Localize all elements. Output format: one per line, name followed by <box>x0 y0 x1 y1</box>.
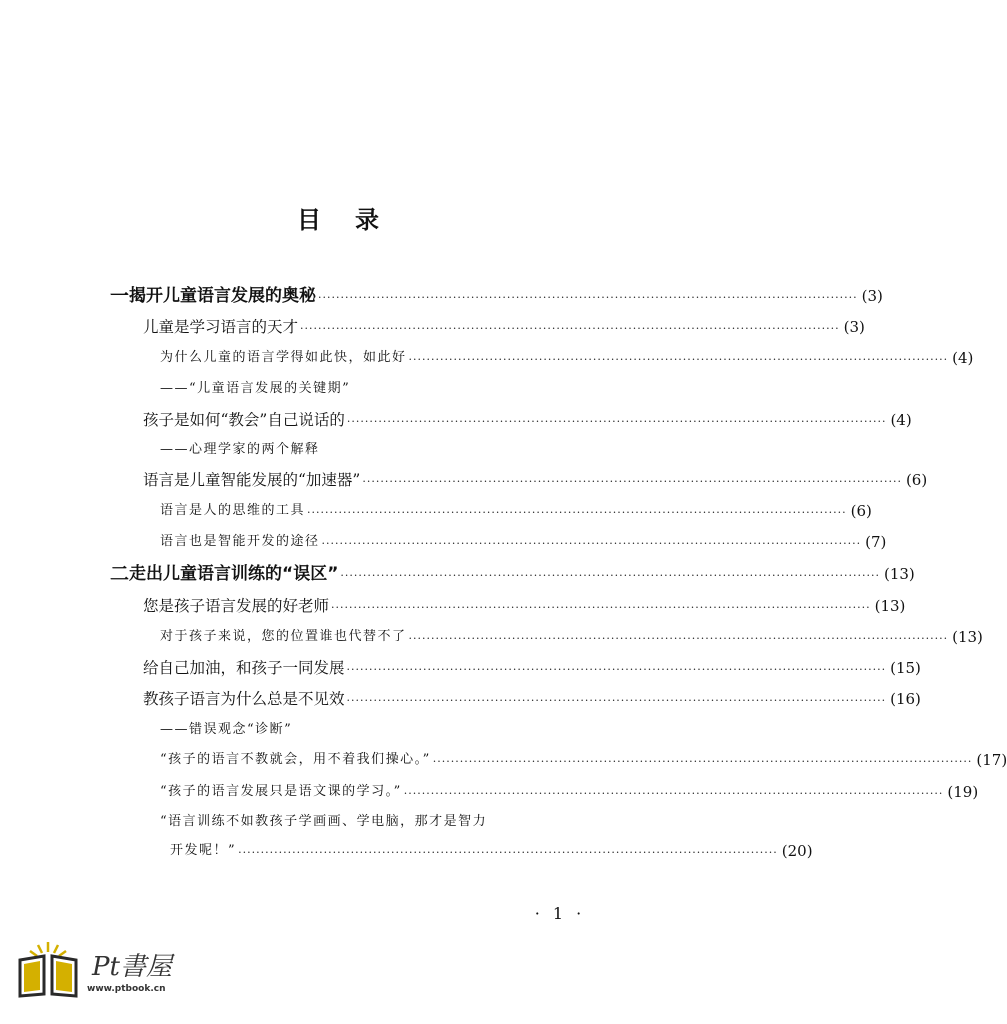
toc-page-number: (3) <box>861 287 883 305</box>
toc-entry <box>143 466 928 494</box>
leader-dots: ························································································································ <box>346 663 887 676</box>
watermark-logo <box>12 938 192 998</box>
toc-entry <box>110 560 915 588</box>
toc-entry-title: 语言也是智能开发的途径 <box>160 534 320 549</box>
leader-dots: ························································································································ <box>432 755 973 768</box>
toc-page-number: (20) <box>781 842 813 860</box>
toc-entry <box>160 778 979 806</box>
toc-entry <box>160 497 872 525</box>
toc-page-number: (7) <box>865 533 887 551</box>
toc-page-number: (15) <box>890 659 921 677</box>
leader-dots: ························································································································ <box>403 787 944 800</box>
toc-entry-title: 您是孩子语言发展的好老师 <box>143 597 330 615</box>
toc-entry <box>143 654 921 682</box>
toc-entry <box>170 837 813 865</box>
toc-entry-title: 给自己加油，和孩子一同发展 <box>143 659 345 677</box>
toc-entry-title: ——“儿童语言发展的关键期” <box>160 381 351 396</box>
toc-entry <box>160 808 610 836</box>
leader-dots: ························································································································ <box>307 506 847 519</box>
toc-entry-title: 揭开儿童语言发展的奥秘 <box>129 286 317 306</box>
toc-entry-title: “孩子的语言发展只是语文课的学习。” <box>160 784 402 799</box>
toc-entry-title: 孩子是如何“教会”自己说话的 <box>143 411 345 429</box>
toc-entry <box>143 313 865 341</box>
book-icon <box>12 938 84 998</box>
toc-entry <box>160 375 610 403</box>
page-number: · 1 · <box>534 904 586 923</box>
chapter-number: 二 <box>110 563 130 585</box>
toc-entry-title: 对于孩子来说，您的位置谁也代替不了 <box>160 629 407 644</box>
toc-entry <box>160 746 1007 774</box>
toc-page-number: (16) <box>890 690 921 708</box>
leader-dots: ························································································································ <box>346 415 887 428</box>
toc-entry-title: 语言是人的思维的工具 <box>160 503 306 518</box>
toc-page-number: (3) <box>843 318 865 336</box>
toc-entry <box>160 344 974 372</box>
toc-entry <box>160 528 887 556</box>
toc-entry-title: 教孩子语言为什么总是不见效 <box>143 690 345 708</box>
leader-dots: ························································································································ <box>362 475 902 488</box>
toc-page-number: (6) <box>850 502 872 520</box>
chapter-number: 一 <box>110 285 130 307</box>
leader-dots: ························································································································ <box>408 632 949 645</box>
toc-entry-title: “孩子的语言不教就会，用不着我们操心。” <box>160 752 431 767</box>
logo-brand: Pt書屋 <box>92 952 172 982</box>
toc-page-number: (13) <box>874 597 906 615</box>
toc-page-number: (13) <box>883 565 915 583</box>
toc-entry <box>160 623 983 651</box>
leader-dots: ························································································································ <box>340 569 880 582</box>
leader-dots: ························································································································ <box>238 846 778 859</box>
leader-dots: ························································································································ <box>321 537 862 550</box>
toc-page-number: (4) <box>890 411 912 429</box>
toc-entry-title: 走出儿童语言训练的“误区” <box>129 564 339 584</box>
leader-dots: ························································································································ <box>408 353 949 366</box>
toc-page-number: (4) <box>952 349 974 367</box>
toc-entry-title: 语言是儿童智能发展的“加速器” <box>143 471 361 489</box>
toc-page-number: (6) <box>905 471 928 489</box>
toc-entry <box>143 406 912 434</box>
toc-entry-title: ——心理学家的两个解释 <box>160 442 320 457</box>
toc-entry <box>143 685 921 713</box>
toc-entry-title: ——错误观念“诊断” <box>160 722 293 737</box>
toc-page-number: (17) <box>976 751 1007 769</box>
leader-dots: ························································································································ <box>300 322 840 335</box>
toc-page-number: (19) <box>947 783 979 801</box>
toc-entry <box>110 282 883 310</box>
toc-page-number: (13) <box>952 628 983 646</box>
leader-dots: ························································································································ <box>331 601 871 614</box>
logo-url: www.ptbook.cn <box>87 984 166 994</box>
toc-entry <box>143 592 906 620</box>
toc-entry <box>160 716 610 744</box>
toc-entry-title: 开发呢！” <box>170 843 237 858</box>
leader-dots: ························································································································ <box>346 694 887 707</box>
toc-entry-title: “语言训练不如教孩子学画画、学电脑，那才是智力 <box>160 814 488 829</box>
leader-dots: ························································································································ <box>318 291 858 304</box>
toc-entry-title: 为什么儿童的语言学得如此快，如此好 <box>160 350 407 365</box>
toc-entry-title: 儿童是学习语言的天才 <box>143 318 299 336</box>
page-title: 目录 <box>297 206 413 234</box>
toc-entry <box>160 436 610 464</box>
